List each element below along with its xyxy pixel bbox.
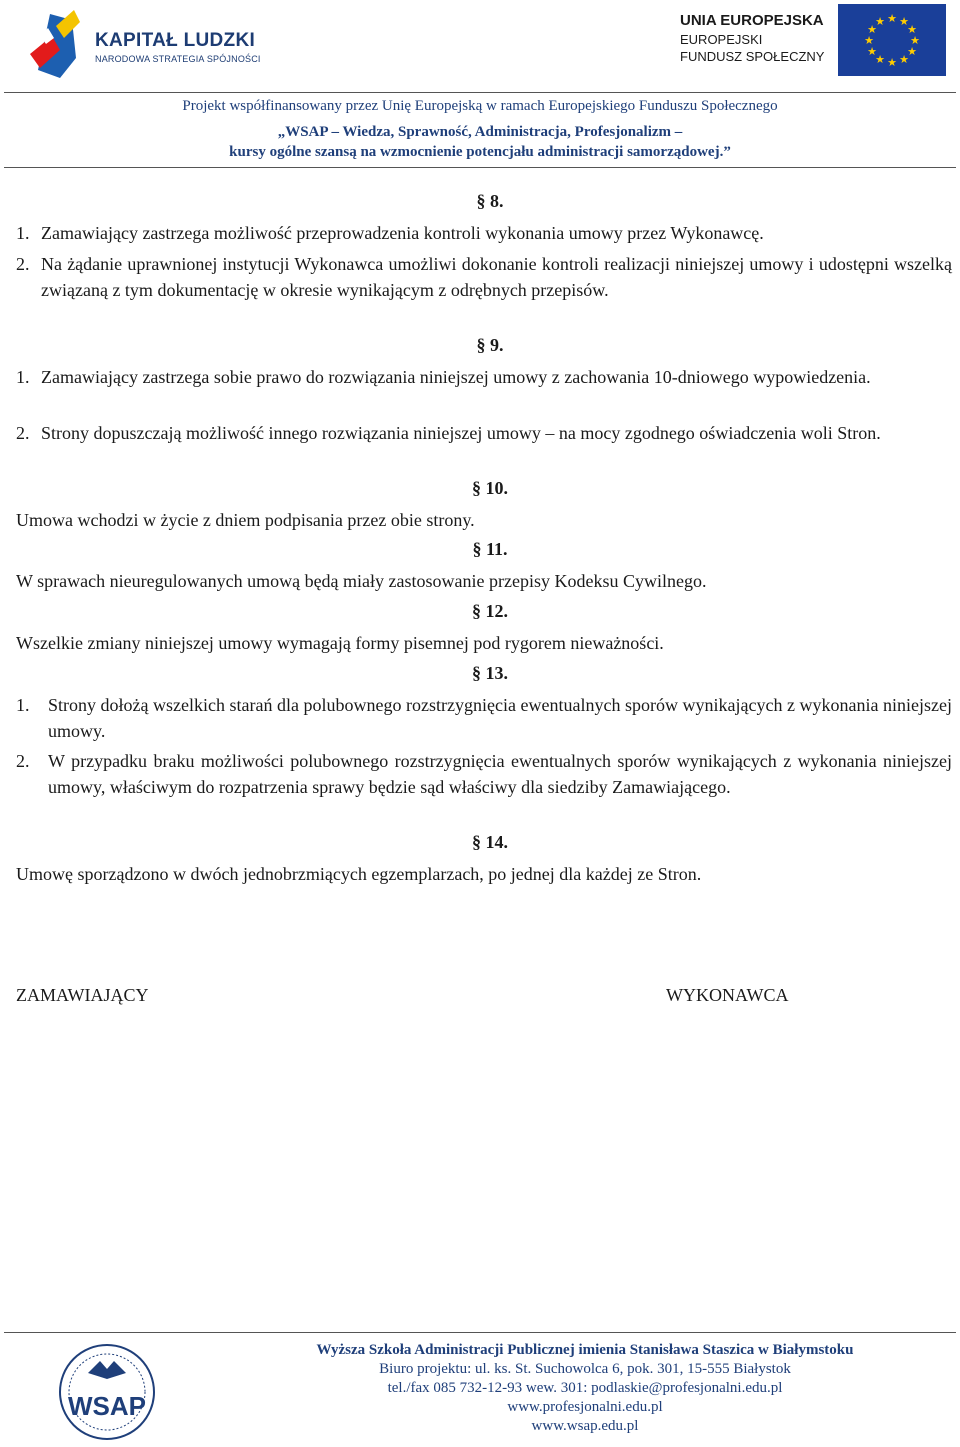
header-project-title-line1: „WSAP – Wiedza, Sprawność, Administracja, Profesjonalizm – [277, 124, 683, 140]
footer-divider [4, 1332, 956, 1333]
signature-zamawiajacy: ZAMAWIAJĄCY [16, 985, 149, 1005]
section-9-item-2-number: 2. [16, 423, 30, 443]
footer-school-name: Wyższa Szkoła Administracji Publicznej imienia Stanisława Staszica w Białymstoku [316, 1342, 854, 1358]
wsap-logo [58, 1343, 156, 1441]
section-13-item-2-number: 2. [16, 751, 30, 771]
section-8-item-2-text: Na żądanie uprawnionej instytucji Wykonawca umożliwi dokonanie kontroli realizacji niniejszej umowy i udostępni wszelką związaną z tym dokumentację w okresie wynikającym z odrębnych przepisów. [41, 254, 952, 300]
eu-flag-icon [838, 4, 946, 76]
wsap-logo-text: WSAP [68, 1391, 146, 1421]
section-9-item-2-text: Strony dopuszczają możliwość innego rozwiązania niniejszej umowy – na mocy zgodnego oświadczenia woli Stron. [41, 423, 881, 443]
section-10-heading: § 10. [472, 478, 508, 498]
section-8-item-2-number: 2. [16, 254, 30, 274]
svg-text:★: ★ [899, 15, 909, 28]
svg-text:★: ★ [875, 53, 885, 66]
eu-logo-line2: EUROPEJSKI [680, 32, 763, 47]
section-8-heading: § 8. [476, 191, 504, 211]
svg-text:★: ★ [907, 45, 917, 58]
footer-website-2: www.wsap.edu.pl [531, 1418, 639, 1434]
footer-address: Biuro projektu: ul. ks. St. Suchowolca 6, pok. 301, 15-555 Białystok [379, 1361, 791, 1377]
svg-text:★: ★ [907, 23, 917, 36]
header-divider [4, 92, 956, 93]
svg-text:★: ★ [875, 15, 885, 28]
kapital-ludzki-title: KAPITAŁ LUDZKI [95, 30, 256, 51]
section-14-text: Umowę sporządzono w dwóch jednobrzmiących egzemplarzach, po jednej dla każdej ze Stron. [16, 864, 702, 884]
section-9-item-1-text: Zamawiający zastrzega sobie prawo do rozwiązania niniejszej umowy z zachowania 10-dniowego wypowiedzenia. [41, 367, 871, 387]
eu-logo-line1: UNIA EUROPEJSKA [680, 12, 824, 29]
signature-wykonawca: WYKONAWCA [666, 985, 789, 1005]
section-8-item-1-number: 1. [16, 223, 30, 243]
section-10-text: Umowa wchodzi w życie z dniem podpisania przez obie strony. [16, 510, 475, 530]
section-14-heading: § 14. [472, 832, 508, 852]
eu-logo [672, 4, 947, 80]
section-13-item-2-text: W przypadku braku możliwości polubownego rozstrzygnięcia ewentualnych sporów wynikających z wykonania niniejszej umowy, właściwym do rozpatrzenia sprawy będzie sąd właściwy dla siedziby Zamawiającego. [48, 751, 952, 797]
section-8-item-1-text: Zamawiający zastrzega możliwość przeprowadzenia kontroli wykonania umowy przez Wykonawcę. [41, 223, 764, 243]
eu-logo-line3: FUNDUSZ SPOŁECZNY [680, 49, 825, 64]
section-11-heading: § 11. [472, 539, 508, 559]
section-9-item-1-number: 1. [16, 367, 30, 387]
wsap-emblem-icon [58, 1343, 156, 1441]
header-project-title-line2: kursy ogólne szansą na wzmocnienie potencjału administracji samorządowej.” [229, 144, 731, 160]
svg-text:★: ★ [864, 34, 874, 47]
footer-website-1: www.profesjonalni.edu.pl [507, 1399, 663, 1415]
section-9-heading: § 9. [476, 335, 504, 355]
section-13-item-1-number: 1. [16, 695, 30, 715]
header-bottom-divider [4, 167, 956, 168]
kapital-ludzki-logo [30, 8, 270, 80]
svg-text:★: ★ [887, 56, 897, 69]
svg-text:★: ★ [910, 34, 920, 47]
section-13-item-1-text: Strony dołożą wszelkich starań dla polubownego rozstrzygnięcia ewentualnych sporów wynikających z wykonania niniejszej umowy. [48, 695, 952, 741]
header-cofinance-line: Projekt współfinansowany przez Unię Europejską w ramach Europejskiego Funduszu Społecznego [182, 98, 778, 114]
kapital-ludzki-subtitle: NARODOWA STRATEGIA SPÓJNOŚCI [95, 54, 261, 64]
footer-contact: tel./fax 085 732-12-93 wew. 301: podlaskie@profesjonalni.edu.pl [387, 1380, 783, 1396]
svg-text:★: ★ [867, 45, 877, 58]
section-12-text: Wszelkie zmiany niniejszej umowy wymagają formy pisemnej pod rygorem nieważności. [16, 633, 664, 653]
section-11-text: W sprawach nieuregulowanych umową będą miały zastosowanie przepisy Kodeksu Cywilnego. [16, 571, 707, 591]
page-header [0, 0, 960, 168]
svg-text:★: ★ [899, 53, 909, 66]
section-12-heading: § 12. [472, 601, 508, 621]
kapital-ludzki-emblem-icon [30, 8, 90, 80]
svg-text:★: ★ [867, 23, 877, 36]
svg-text:★: ★ [887, 12, 897, 25]
section-13-heading: § 13. [472, 663, 508, 683]
